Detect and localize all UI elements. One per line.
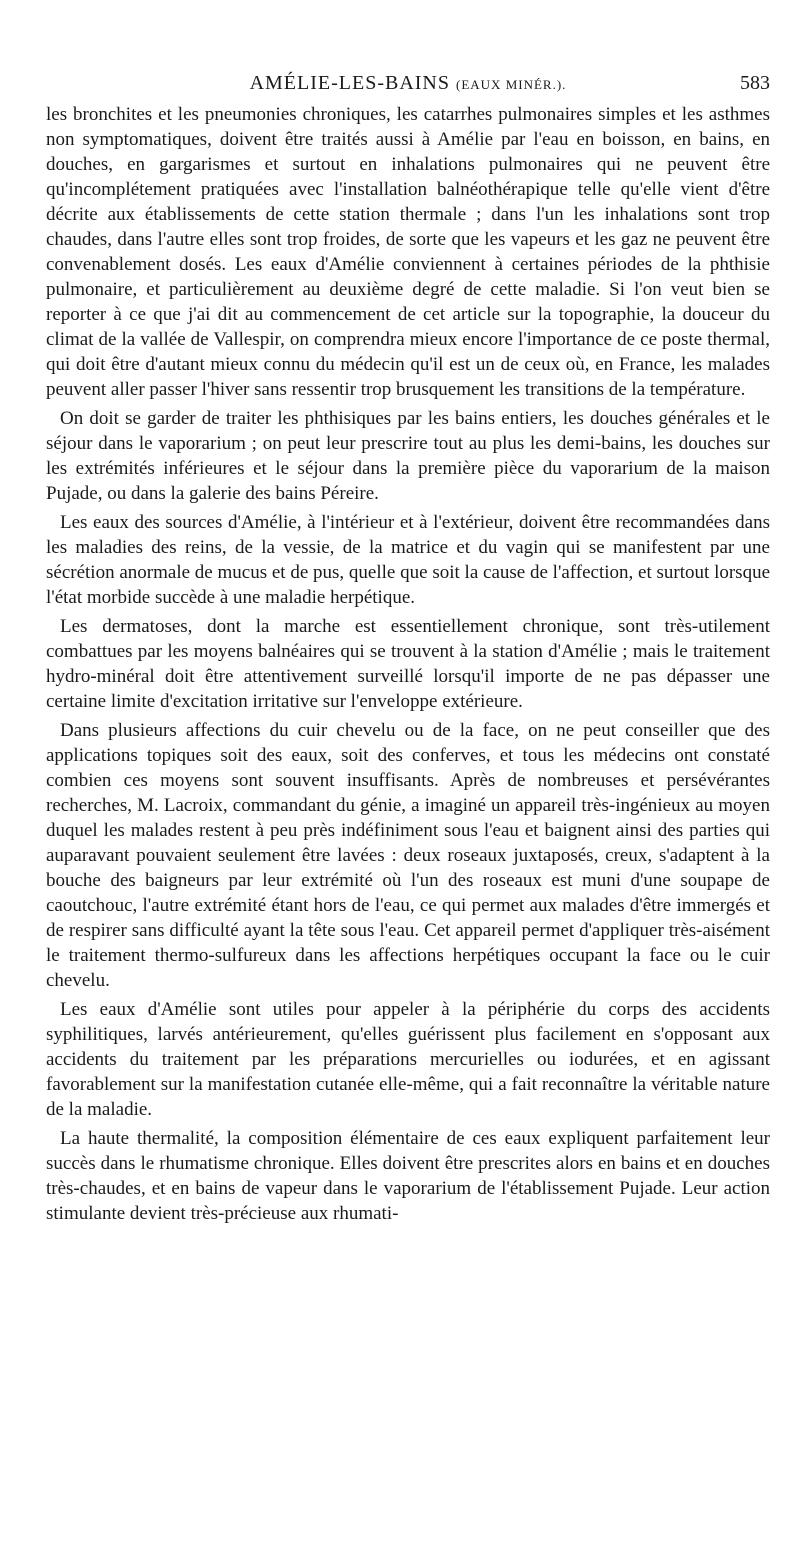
paragraph-3: Les eaux des sources d'Amélie, à l'intérieur et à l'extérieur, doivent être recommandées dans les maladies des reins, de la vessie, de la matrice et du vagin qui se manifestent par une sécrétion anormale de mucus et de pus, quelle que soit la cause de l'affection, et surtout lorsque l'état morbide succède à une maladie herpétique. (46, 512, 770, 608)
paragraph-6: Les eaux d'Amélie sont utiles pour appeler à la périphérie du corps des accidents syphilitiques, larvés antérieurement, qu'elles guérissent plus facilement en s'opposant aux accidents du traitement par les préparations mercurielles ou iodurées, et en agissant favorablement sur la manifestation cutanée elle-même, qui a fait reconnaître la véritable nature de la maladie. (46, 999, 770, 1120)
paragraph-2: On doit se garder de traiter les phthisiques par les bains entiers, les douches générales et le séjour dans le vaporarium ; on peut leur prescrire tout au plus les demi-bains, les douches sur les extrémités inférieures et le séjour dans la première pièce du vaporarium de la maison Pujade, ou dans la galerie des bains Péreire. (46, 408, 770, 504)
paragraph-5: Dans plusieurs affections du cuir chevelu ou de la face, on ne peut conseiller que des applications topiques soit des eaux, soit des conferves, et tous les médecins ont constaté combien ces moyens sont souvent insuffisants. Après de nombreuses et persévérantes recherches, M. Lacroix, commandant du génie, a imaginé un appareil très-ingénieux au moyen duquel les malades restent à peu près indéfiniment sous l'eau et baignent ainsi des parties qui auparavant pouvaient seulement être lavées : deux roseaux juxtaposés, creux, s'adaptent à la bouche des baigneurs par leur extrémité où l'un des roseaux est muni d'une soupape de caoutchouc, l'autre extrémité étant hors de l'eau, ce qui permet aux malades d'être immergés et de respirer sans difficulté ayant la tête sous l'eau. Cet appareil permet d'appliquer très-aisément le traitement thermo-sulfureux dans les affections herpétiques occupant la face ou le cuir chevelu. (46, 720, 770, 991)
paragraph-1: les bronchites et les pneumonies chroniques, les catarrhes pulmonaires simples et les asthmes non symptomatiques, doivent être traités aussi à Amélie par l'eau en boisson, en bains, en douches, en gargarismes et surtout en inhalations pulmonaires qui ne peuvent être qu'incomplétement pratiquées avec l'installation balnéothérapique telle qu'elle vient d'être décrite aux établissements de cette station thermale ; dans l'un les inhalations sont trop chaudes, dans l'autre elles sont trop froides, de sorte que les vapeurs et les gaz ne peuvent être convenablement dosés. Les eaux d'Amélie conviennent à certaines périodes de la phthisie pulmonaire, et particulièrement au deuxième degré de cette maladie. Si l'on veut bien se reporter à ce que j'ai dit au commencement de cet article sur la topographie, la douceur du climat de la vallée de Vallespir, on comprendra mieux encore l'importance de ce poste thermal, qui doit être d'autant mieux connu du médecin qu'il est un de ceux où, en France, les malades peuvent aller passer l'hiver sans ressentir trop brusquement les transitions de la température. (46, 104, 770, 400)
paragraph-7: La haute thermalité, la composition élémentaire de ces eaux expliquent parfaitement leur succès dans le rhumatisme chronique. Elles doivent être prescrites alors en bains et en douches très-chaudes, et en bains de vapeur dans le vaporarium de l'établissement Pujade. Leur action stimulante devient très-précieuse aux rhumati- (46, 1128, 770, 1224)
body-text (46, 102, 770, 1230)
running-title (46, 72, 770, 95)
running-header (46, 72, 770, 100)
paragraph-4: Les dermatoses, dont la marche est essentiellement chronique, sont très-utilement combattues par les moyens balnéaires qui se trouvent à la station d'Amélie ; mais le traitement hydro-minéral doit être attentivement surveillé lorsqu'il importe de ne pas dépasser une certaine limite d'excitation irritative sur l'enveloppe extérieure. (46, 616, 770, 712)
running-title-sub: (EAUX MINÉR.). (456, 77, 567, 92)
page-number: 583 (740, 72, 770, 94)
running-title-main: AMÉLIE-LES-BAINS (249, 72, 451, 94)
